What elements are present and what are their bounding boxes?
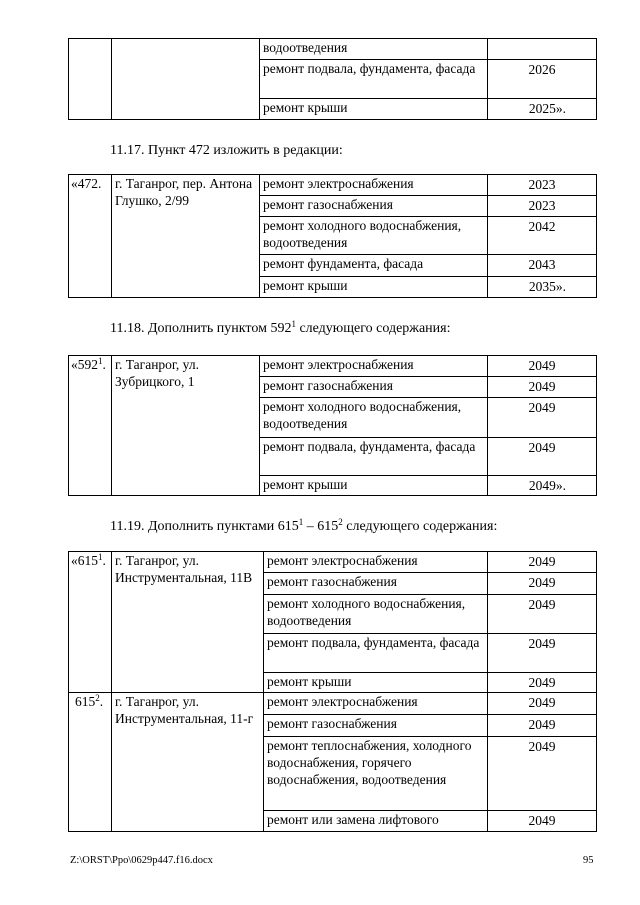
- item-number: [69, 552, 112, 693]
- year-cell: 2049: [488, 634, 597, 673]
- heading-text: 11.18. Дополнить пунктом 592: [110, 321, 292, 336]
- footer-page-number: 95: [583, 855, 594, 866]
- work-cell: ремонт электроснабжения: [260, 175, 488, 196]
- work-cell: ремонт газоснабжения: [264, 715, 488, 737]
- item-number-superscript: 1: [98, 356, 103, 366]
- work-cell: ремонт или замена лифтового: [264, 811, 488, 832]
- item-number-text: 615: [75, 694, 96, 709]
- item-number-dot: .: [99, 694, 104, 709]
- year-cell: 2025».: [488, 99, 597, 120]
- year-cell: 2049: [488, 438, 597, 476]
- year-cell: 2049: [488, 356, 597, 377]
- year-cell: 2049: [488, 693, 597, 715]
- year-cell: 2023: [488, 196, 597, 217]
- item-number: [69, 356, 112, 496]
- table-item-472: [68, 174, 597, 298]
- item-address: г. Таганрог, пер. Антона Глушко, 2/99: [112, 175, 260, 298]
- year-cell: 2049: [488, 573, 597, 595]
- table-row: [69, 356, 597, 377]
- year-cell: 2049: [488, 377, 597, 398]
- work-cell: ремонт подвала, фундамента, фасада: [264, 634, 488, 673]
- item-address: г. Таганрог, ул. Инструментальная, 11В: [112, 552, 264, 693]
- work-cell: ремонт подвала, фундамента, фасада: [260, 60, 488, 99]
- table-item-592-1: [68, 355, 597, 496]
- heading-superscript: 1: [298, 517, 304, 527]
- item-number-superscript: 2: [95, 693, 100, 703]
- work-cell: ремонт газоснабжения: [260, 196, 488, 217]
- year-cell: 2049».: [488, 476, 597, 496]
- section-heading: [110, 518, 497, 536]
- work-cell: ремонт крыши: [260, 99, 488, 120]
- work-cell: ремонт холодного водоснабжения, водоотведения: [264, 595, 488, 634]
- item-number-dot: .: [102, 553, 106, 568]
- work-cell: ремонт холодного водоснабжения, водоотведения: [260, 398, 488, 438]
- year-cell: 2049: [488, 552, 597, 573]
- year-cell: 2049: [488, 595, 597, 634]
- heading-superscript: 2: [338, 517, 343, 527]
- table-row: [69, 693, 597, 715]
- year-cell: 2049: [488, 737, 597, 811]
- year-cell: 2042: [488, 217, 597, 255]
- work-cell: ремонт электроснабжения: [264, 693, 488, 715]
- year-cell: 2049: [488, 811, 597, 832]
- work-cell: ремонт электроснабжения: [264, 552, 488, 573]
- work-cell: ремонт подвала, фундамента, фасада: [260, 438, 488, 476]
- year-cell: 2049: [488, 398, 597, 438]
- item-number-text: «592: [71, 357, 98, 372]
- year-cell: 2049: [488, 715, 597, 737]
- table-continuation: [68, 38, 597, 120]
- work-cell: ремонт электроснабжения: [260, 356, 488, 377]
- item-number: [69, 693, 112, 832]
- heading-text: 11.19. Дополнить пунктами 615: [110, 519, 299, 534]
- num-cell: [69, 39, 112, 120]
- heading-text: следующего содержания:: [295, 321, 451, 336]
- year-cell: 2043: [488, 255, 597, 277]
- item-address: г. Таганрог, ул. Зубрицкого, 1: [112, 356, 260, 496]
- table-items-615: [68, 551, 597, 832]
- year-cell: [488, 39, 597, 60]
- heading-text: – 615: [303, 519, 339, 534]
- table-row: [69, 552, 597, 573]
- item-number-superscript: 1: [98, 552, 103, 562]
- work-cell: ремонт фундамента, фасада: [260, 255, 488, 277]
- work-cell: ремонт газоснабжения: [264, 573, 488, 595]
- heading-text: следующего содержания:: [342, 519, 498, 534]
- year-cell: 2035».: [488, 277, 597, 298]
- heading-superscript: 1: [291, 319, 296, 329]
- year-cell: 2023: [488, 175, 597, 196]
- work-cell: ремонт крыши: [260, 277, 488, 298]
- item-address: г. Таганрог, ул. Инструментальная, 11-г: [112, 693, 264, 832]
- work-cell: ремонт крыши: [264, 673, 488, 693]
- work-cell: ремонт крыши: [260, 476, 488, 496]
- section-heading: [110, 320, 451, 338]
- item-number-dot: .: [102, 357, 106, 372]
- item-number-text: «615: [71, 553, 98, 568]
- work-cell: ремонт холодного водоснабжения, водоотведения: [260, 217, 488, 255]
- table-row: [69, 175, 597, 196]
- table-row: [69, 39, 597, 60]
- year-cell: 2049: [488, 673, 597, 693]
- address-cell: [112, 39, 260, 120]
- item-number: «472.: [69, 175, 112, 298]
- work-cell: ремонт теплоснабжения, холодного водоснабжения, горячего водоснабжения, водоотведения: [264, 737, 488, 811]
- year-cell: 2026: [488, 60, 597, 99]
- work-cell: водоотведения: [260, 39, 488, 60]
- footer-file-path: Z:\ORST\Ppo\0629p447.f16.docx: [70, 855, 213, 866]
- section-heading: 11.17. Пункт 472 изложить в редакции:: [110, 143, 343, 158]
- work-cell: ремонт газоснабжения: [260, 377, 488, 398]
